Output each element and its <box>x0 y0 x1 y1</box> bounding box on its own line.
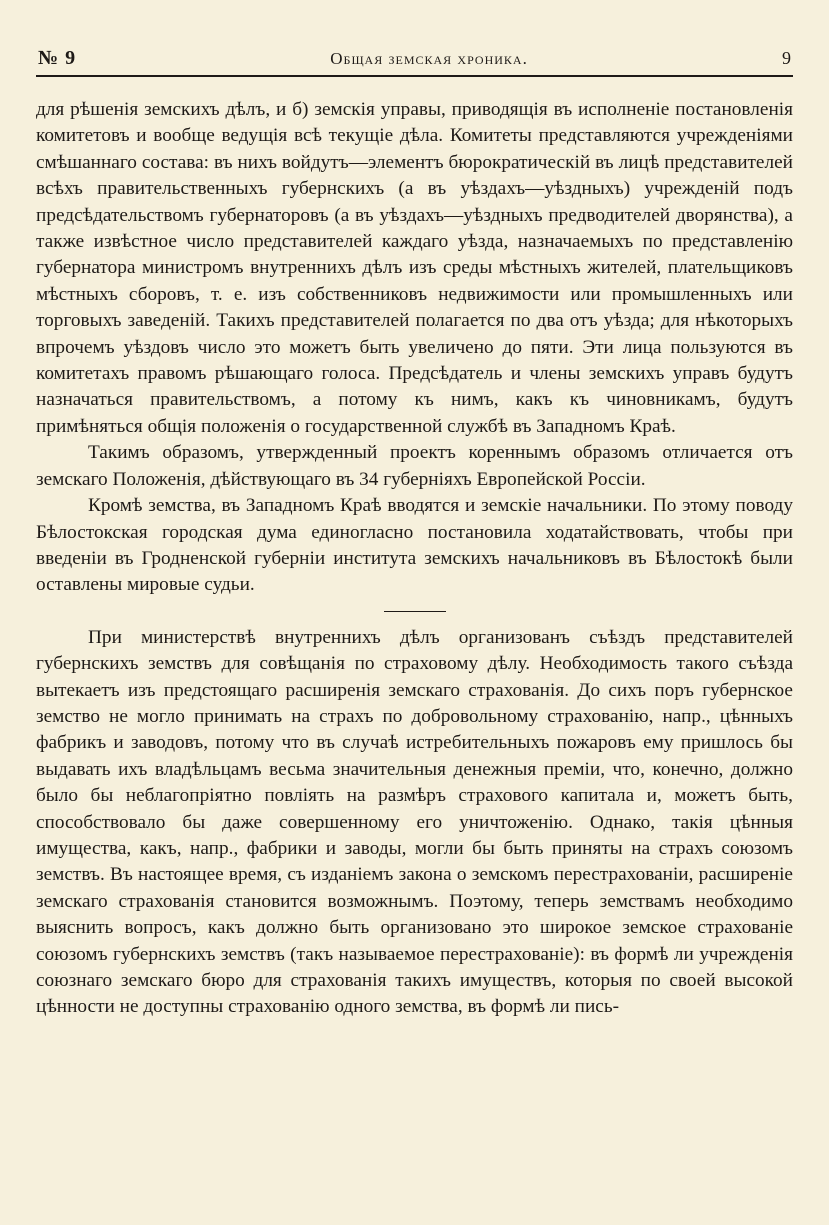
article-body <box>36 97 793 1021</box>
paragraph: Такимъ образомъ, утвержденный проектъ кореннымъ образомъ отличается отъ земскаго Положенія, дѣйствующаго въ 34 губерніяхъ Европейской Россіи. <box>36 442 793 490</box>
section-divider <box>384 611 446 612</box>
paragraph: Кромѣ земства, въ Западномъ Краѣ вводятся и земскіе начальники. По этому поводу Бѣлостокская городская дума единогласно постановила ходатайствовать, чтобы при введеніи въ Гродненской губерніи института земскихъ начальниковъ въ Бѣлостокѣ были оставлены мировые судьи. <box>36 495 793 596</box>
issue-number: № 9 <box>38 47 77 69</box>
running-header <box>36 46 793 77</box>
section-title: Общая земская хроника. <box>330 49 528 68</box>
paragraph: При министерствѣ внутреннихъ дѣлъ организованъ съѣздъ представителей губернскихъ земствъ для совѣщанія по страховому дѣлу. Необходимость такого съѣзда вытекаетъ изъ предстоящаго расширенія земскаго страхованія. До сихъ поръ губернское земство не могло принимать на страхъ по добровольному страхованію, напр., цѣнныхъ фабрикъ и заводовъ, потому что въ случаѣ истребительныхъ пожаровъ ему пришлось бы выдавать ихъ владѣльцамъ весьма значительныя денежныя преміи, что, конечно, должно было бы неблагопріятно повліять на размѣръ страхового капитала и, можетъ быть, способствовало бы даже совершенному его уничтоженію. Однако, такія цѣнныя имущества, какъ, напр., фабрики и заводы, могли бы быть приняты на страхъ союзомъ земствъ. Въ настоящее время, съ изданіемъ закона о земскомъ перестрахованіи, расширеніе земскаго страхованія становится возможнымъ. Поэтому, теперь земствамъ необходимо выяснить вопросъ, какъ должно быть организовано это широкое земское страхованіе союзомъ губернскихъ земствъ (такъ называемое перестрахованіе): въ формѣ ли учрежденія союзнаго земскаго бюро для страхованія такихъ имуществъ, которыя по своей высокой цѣнности не доступны страхованію одного земства, въ формѣ ли пись- <box>36 626 793 1018</box>
paragraph: для рѣшенія земскихъ дѣлъ, и б) земскія управы, приводящія въ исполненіе постановленія комитетовъ и вообще ведущія всѣ текущіе дѣла. Комитеты представляются учрежденіями смѣшаннаго состава: въ нихъ войдутъ—элементъ бюрократическій въ лицѣ представителей всѣхъ правительственныхъ губернскихъ (а въ уѣздахъ—уѣздныхъ) учрежденій подъ предсѣдательствомъ губернаторовъ (а въ уѣздахъ—уѣздныхъ предводителей дворянства), а также извѣстное число представителей каждаго уѣзда, назначаемыхъ по представленію губернатора министромъ внутреннихъ дѣлъ изъ среды мѣстныхъ жителей, плательщиковъ мѣстныхъ сборовъ, т. е. изъ собственниковъ недвижимости или промышленныхъ или торговыхъ заведеній. Такихъ представителей полагается по два отъ уѣзда; для нѣкоторыхъ впрочемъ уѣздовъ число это можетъ быть увеличено до пяти. Эти лица пользуются въ комитетахъ правомъ рѣшающаго голоса. Предсѣдатель и члены земскихъ управъ будутъ назначаться правительствомъ, а потому къ нимъ, какъ къ чиновникамъ, будутъ примѣняться общія положенія о государственной службѣ въ Западномъ Краѣ. <box>36 99 793 437</box>
page-number: 9 <box>782 48 791 68</box>
